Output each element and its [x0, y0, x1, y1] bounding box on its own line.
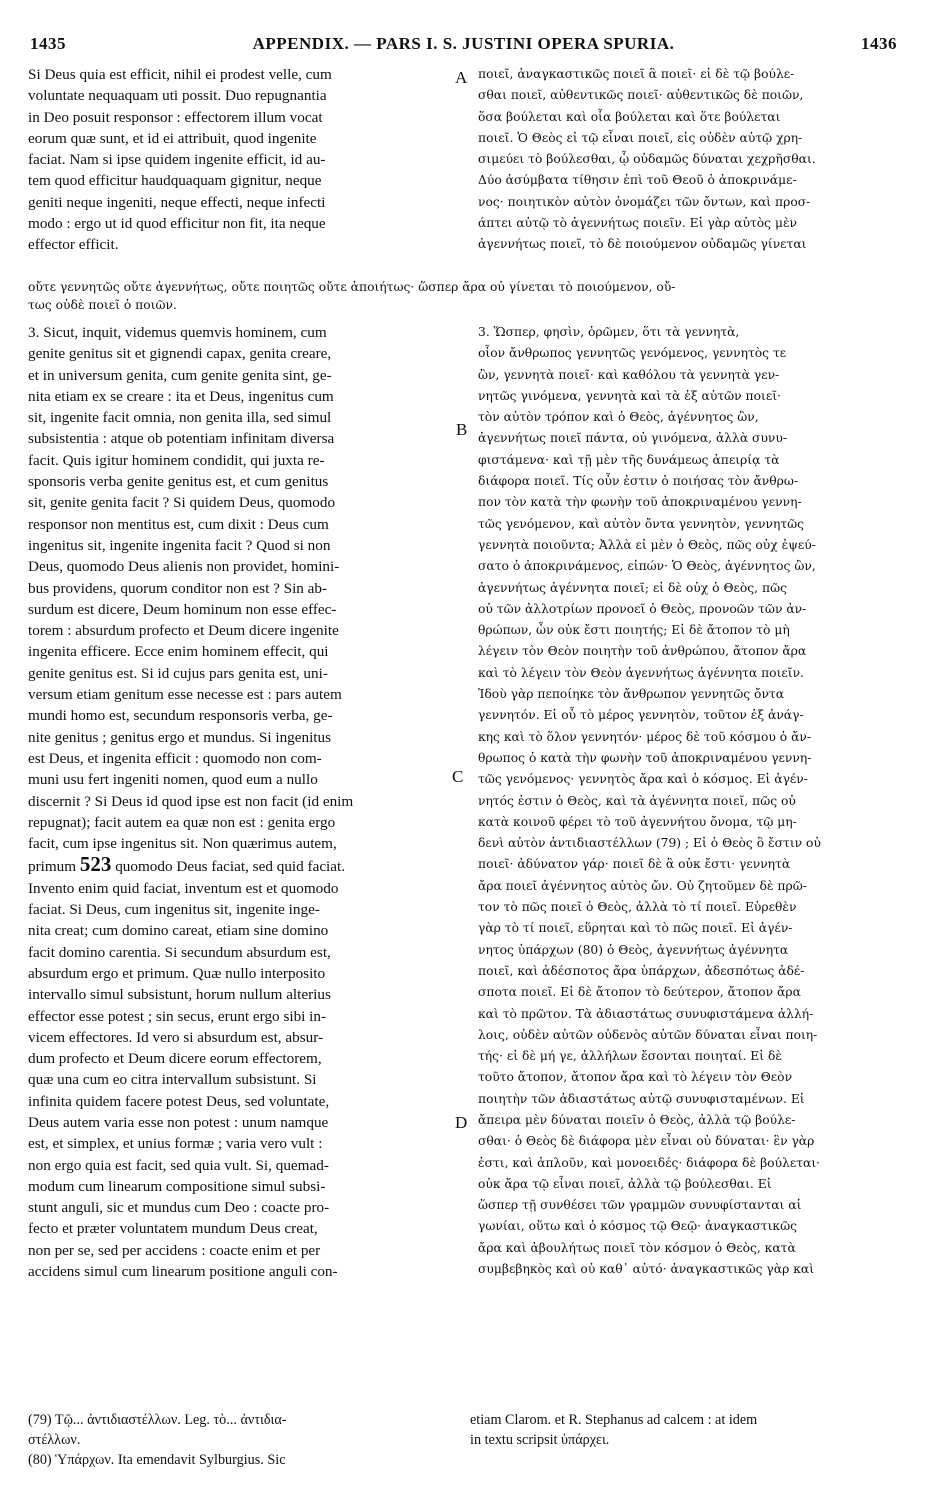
greek-text-line: τὸν αὐτὸν τρόπον καὶ ὁ Θεὸς, ἀγέννητος ὢν, [478, 410, 759, 425]
latin-text-line: vicem effectores. Id vero si absurdum est, absur- [28, 1028, 324, 1046]
latin-text-line: versum etiam genitum esse necesse est : pars autem [28, 686, 342, 704]
greek-text-line: πον τὸν κατὰ τὴν φωνὴν τοῦ ἀποκριναμένου γεννη- [478, 495, 802, 510]
greek-column-top [478, 64, 894, 256]
latin-text-line: intervallo simul subsistunt, horum nullum alterius [28, 986, 331, 1004]
greek-text-line: ποιεῖ. Ὁ Θεὸς εἰ τῷ εἶναι ποιεῖ, εἰς οὐδὲν αὐτῷ χρη- [478, 130, 803, 145]
latin-column [28, 322, 446, 1282]
margin-mark-a: A [455, 68, 468, 87]
latin-text-line: torem : absurdum profecto et Deum dicere ingenite [28, 622, 339, 640]
greek-text-line: Ἰδοὺ γὰρ πεποίηκε τὸν ἄνθρωπον γεννητῶς ὄντα [478, 687, 785, 702]
latin-text-line: faciat. Si Deus, cum ingenitus sit, ingenite inge- [28, 901, 320, 919]
latin-text-line: facit domino carentia. Si secundum absurdum est, [28, 943, 331, 961]
greek-text-line: ἄρα ποιεῖ ἀγέννητος αὐτὸς ὤν. Οὐ ζητοῦμεν δὲ πρῶ- [478, 878, 807, 893]
page-number-left: 1435 [30, 34, 66, 53]
greek-text-line: καὶ τὸ λέγειν τὸν Θεὸν ἀγεννήτως ἀγέννητα ποιεῖν. [478, 665, 804, 680]
footnote-line: in textu scripsit ὑπάρχει. [470, 1432, 610, 1448]
latin-text-line: faciat. Nam si ipse quidem ingenite efficit, id au- [28, 151, 326, 169]
greek-text-line: 3. Ὥσπερ, φησὶν, ὁρῶμεν, ὅτι τὰ γεννητὰ, [478, 325, 740, 339]
latin-text-line: ingenitus sit, ingenite ingenita facit ? Quod si non [28, 536, 331, 554]
latin-text-line: nita etiam ex se creare : ita et Deus, ingenitus cum [28, 387, 334, 405]
latin-text-line: ingenita efficere. Ecce enim hominem effecit, qui [28, 643, 329, 661]
greek-text-line: τῶς γενόμενος· γεννητὸς ἄρα καὶ ὁ κόσμος. Εἰ ἀγέν- [478, 772, 808, 787]
greek-text-line: γωνίαι, οὕτω καὶ ὁ κόσμος τῷ Θεῷ· ἀναγκαστικῶς [478, 1219, 798, 1234]
greek-text-line: τῶς γενόμενον, καὶ αὐτὸν ὄντα γεννητὸν, γεννητῶς [478, 516, 805, 531]
greek-text-line: ποιεῖ, καὶ ἀδέσποτος ἄρα ὑπάρχων, ἀδεσπότως ἀδέ- [478, 963, 805, 978]
greek-text-line: λοις, οὐδὲν αὐτῶν οὐδενὸς αὐτῶν δύναται εἶναι ποιη- [478, 1027, 818, 1042]
greek-text-line: κατὰ κοινοῦ φέρει τὸ τοῦ ἀγεννήτου ὄνομα, τῷ μη- [478, 814, 797, 829]
footnotes-right [470, 1410, 894, 1450]
latin-text-line: tem quod efficitur haudquaquam gignitur, neque [28, 172, 322, 190]
greek-text-line: ἐστι, καὶ ἁπλοῦν, καὶ μονοειδές· διάφορα δὲ βούλεται· [478, 1155, 821, 1170]
greek-text-line: καὶ τὸ πρῶτον. Τὰ ἀδιαστάτως συνυφιστάμενα ἀλλή- [478, 1006, 814, 1021]
latin-text-line: eorum quæ sunt, et id ei attribuit, quod ingenite [28, 129, 317, 147]
latin-text-line: subsistentia : atque ob potentiam infinitam diversa [28, 430, 335, 448]
latin-text-line: mundi homo est, secundum responsoris verba, ge- [28, 707, 333, 725]
greek-text-line: γὰρ τὸ τί ποιεῖ, εὕρηται καὶ τὸ πῶς ποιεῖ. Εἰ ἀγέν- [478, 921, 793, 936]
greek-text-line: ποιεῖ, ἀναγκαστικῶς ποιεῖ ἃ ποιεῖ· εἰ δὲ τῷ βούλε- [478, 67, 795, 81]
greek-text-line: άπτει αὐτῷ τὸ ἀγεννήτως ποιεῖν. Εἰ γὰρ αὐτὸς μὲν [478, 216, 798, 231]
latin-text-line: nita creat; cum domino careat, etiam sine domino [28, 922, 329, 940]
greek-text-line: ὥσπερ τῇ συνθέσει τῶν γραμμῶν συνυφίστανται αἱ [478, 1198, 802, 1213]
footnote-line: etiam Clarom. et R. Stephanus ad calcem : at idem [470, 1412, 758, 1428]
greek-column [478, 322, 894, 1280]
page-number-right: 1436 [861, 34, 897, 53]
greek-spanning-line: οὔτε γεννητῶς οὔτε ἀγεννήτως, οὔτε ποιητῶς οὔτε ἀποιήτως· ὥσπερ ἄρα οὐ γίνεται τὸ ποιούμενον, οὔ- [28, 280, 676, 294]
page-header [30, 34, 897, 60]
greek-text-line: νος· ποιητικὸν αὐτὸν ὀνομάζει τῶν ὄντων, καὶ προσ- [478, 194, 811, 209]
latin-text-line: nite genitus ; genitus ergo et mundus. Si ingenitus [28, 728, 332, 746]
latin-text-line: genite genitus est. Si id cujus pars genita est, uni- [28, 664, 328, 682]
greek-text-line: νητός ἐστιν ὁ Θεὸς, καὶ τὰ ἀγέννητα ποιεῖ, πῶς οὐ [478, 793, 796, 808]
latin-text-line: 3. Sicut, inquit, videmus quemvis hominem, cum [28, 324, 327, 341]
footnote-line: (80) Ὑπάρχων. Ita emendavit Sylburgius. Sic [28, 1452, 286, 1468]
latin-text-line: modum cum linearum compositione simul subsi- [28, 1177, 326, 1195]
latin-text-line: effector efficit. [28, 236, 119, 254]
latin-text-line: discernit ? Si Deus id quod ipse est non facit (id enim [28, 792, 354, 810]
greek-text-line: σθαι· ὁ Θεὸς δὲ διάφορα μὲν εἶναι οὐ δύναται· ἓν γὰρ [478, 1134, 815, 1149]
greek-text-line: θρώπων, ὧν οὐκ ἔστι ποιητής; Εἰ δὲ ἄτοπον τὸ μὴ [478, 623, 790, 638]
greek-text-line: σθαι ποιεῖ, αὐθεντικῶς ποιεῖ· αὐθεντικῶς δὲ ποιῶν, [478, 88, 804, 103]
latin-text-line: est, et simplex, et unius formæ ; varia vero vult : [28, 1135, 323, 1153]
greek-text-line: ποιητὴν τῶν ἀδιαστάτως αὐτῷ συνυφισταμένων. Εἰ [478, 1091, 805, 1106]
margin-mark-c: C [452, 767, 464, 786]
footnote-line: (79) Τῷ... ἀντιδιαστέλλων. Leg. τὸ... ἀντιδια- [28, 1412, 287, 1428]
latin-text-line: facit, cum ipse ingenitus sit. Non quærimus autem, [28, 835, 337, 853]
greek-text-line: ὅσα βούλεται καὶ οἷα βούλεται καὶ ὅτε βούλεται [478, 109, 781, 124]
greek-text-line: τής· εἰ δὲ μή γε, ἀλλήλων ἔσονται ποιηταί. Εἰ δὲ [478, 1049, 782, 1064]
latin-text-line: absurdum ergo et primum. Quæ nullo interposito [28, 964, 326, 982]
latin-text-line: modo : ergo ut id quod efficitur non fit, ita neque [28, 215, 326, 233]
footnotes-left [28, 1410, 446, 1470]
greek-text-line: ποιεῖ· ἀδύνατον γάρ· ποιεῖ δὲ ἃ οὐκ ἔστι· γεννητὰ [478, 857, 791, 872]
migne-column-number: 523 [79, 854, 112, 877]
latin-text-line: genite genitus sit et gignendi capax, genita creare, [28, 345, 332, 363]
greek-text-line: ἄπειρα μὲν δύναται ποιεῖν ὁ Θεὸς, ἀλλὰ τῷ βούλε- [478, 1112, 796, 1127]
latin-text-line: facit. Quis igitur hominem condidit, qui juxta re- [28, 451, 325, 469]
greek-text-line: σιμεύει τὸ βούλεσθαι, ᾧ οὐδαμῶς δύναται χεχρῆσθαι. [478, 152, 816, 167]
greek-text-line: συμβεβηκὸς καὶ οὐ καθ᾽ αὐτό· ἀναγκαστικῶς γὰρ καὶ [478, 1262, 815, 1277]
latin-text-line: quæ una cum eo citra intervallum subsistunt. Si [28, 1071, 317, 1089]
latin-text-line: primum 523 quomodo Deus faciat, sed quid faciat. [28, 854, 346, 877]
greek-text-line: ἀγεννήτως ποιεῖ, τὸ δὲ ποιούμενον οὐδαμῶς γίνεται [478, 237, 807, 252]
footnote-line: στέλλων. [28, 1432, 81, 1448]
latin-text-line: Deus autem varia esse non potest : unum namque [28, 1113, 329, 1131]
latin-column-top [28, 64, 446, 256]
latin-text-line: in Deo posuit responsor : effectorem illum vocat [28, 108, 323, 126]
latin-text-line: fecto et præter voluntatem mundum Deus creat, [28, 1220, 318, 1238]
greek-text-line: οὐ τῶν ἀλλοτρίων προνοεῖ ὁ Θεὸς, προνοῶν τῶν ἀν- [478, 601, 807, 616]
greek-text-line: οἷον ἄνθρωπος γεννητῶς γενόμενος, γεννητὸς τε [478, 346, 787, 361]
latin-text-line: est Deus, et ingenita efficit : quomodo non com- [28, 749, 322, 767]
greek-text-line: νητος ὑπάρχων (80) ὁ Θεὸς, ἀγεννήτως ἀγέννητα [478, 942, 789, 957]
latin-text-line: accidens simul cum linearum positione anguli con- [28, 1263, 338, 1281]
greek-spanning-line-end: τως οὐδὲ ποιεῖ ὁ ποιῶν. [28, 298, 177, 312]
greek-text-line: τοῦτο ἄτοπον, ἄτοπον ἄρα καὶ τὸ λέγειν τὸν Θεὸν [478, 1070, 793, 1085]
greek-text-line: φιστάμενα· καὶ τῇ μὲν τῆς δυνάμεως ἀπειρίᾳ τὰ [478, 452, 780, 467]
latin-text-line: geniti neque ingeniti, neque effecti, neque infecti [28, 193, 326, 211]
latin-text-line: et in universum genita, cum genite genita sint, ge- [28, 366, 332, 384]
latin-text-line: repugnat); facit autem ea quæ non est : genita ergo [28, 813, 336, 831]
greek-text-line: γεννητὰ ποιοῦντα; Ἀλλὰ εἰ μὲν ὁ Θεὸς, πῶς οὐχ ἐψεύ- [478, 537, 816, 552]
greek-text-line: ἄρα καὶ ἀβουλήτως ποιεῖ τὸν κόσμον ὁ Θεὸς, κατὰ [478, 1240, 796, 1255]
running-title: APPENDIX. — PARS I. S. JUSTINI OPERA SPURIA. [252, 34, 675, 53]
greek-text-line: Δύο ἀσύμβατα τίθησιν ἐπὶ τοῦ Θεοῦ ὁ ἀποκρινάμε- [478, 173, 797, 188]
latin-text-line: Deus, quomodo Deus alienis non providet, homini- [28, 558, 340, 576]
latin-text-line: sponsoris verba genite genitus est, et cum genitus [28, 473, 329, 491]
latin-text-line: surdum est dicere, Deum hominum non esse effec- [28, 600, 337, 618]
greek-text-line: οὐκ ἄρα τῷ εἶναι ποιεῖ, ἀλλὰ τῷ βούλεσθαι. Εἰ [478, 1176, 772, 1191]
greek-text-line: διάφορα ποιεῖ. Τίς οὖν ἐστιν ὁ ποιήσας τὸν ἄνθρω- [478, 474, 799, 489]
latin-text-line: voluntate nequaquam uti possit. Duo repugnantia [28, 87, 327, 105]
latin-text-line: infinita quidem facere potest Deus, sed voluntate, [28, 1092, 330, 1110]
latin-text-line: Si Deus quia est efficit, nihil ei prodest velle, cum [28, 66, 332, 83]
greek-text-line: σποτα ποιεῖ. Εἰ δὲ ἄτοπον τὸ δεύτερον, ἄτοπον ἄρα [478, 985, 801, 1000]
latin-text-line: non ergo quia est facit, sed quia vult. Si, quemad- [28, 1156, 329, 1174]
latin-text-line: sit, genite genita facit ? Si quidem Deus, quomodo [28, 494, 336, 512]
latin-text-line: dum profecto et Deum dicere eorum effectorem, [28, 1050, 322, 1068]
greek-text-line: τον τὸ πῶς ποιεῖ ὁ Θεὸς, ἀλλὰ τὸ τί ποιεῖ. Εὑρεθὲν [478, 900, 797, 915]
greek-text-line: νητῶς γινόμενα, γεννητὰ καὶ τὰ ἐξ αὐτῶν ποιεῖ· [478, 388, 781, 403]
greek-text-line: ἀγεννήτως ποιεῖ πάντα, οὐ γινόμενα, ἀλλὰ συνυ- [478, 431, 788, 446]
latin-text-line: Invento enim quid faciat, inventum est et quomodo [28, 879, 339, 897]
greek-text-line: λέγειν τὸν Θεὸν ποιητὴν τοῦ ἀνθρώπου, ἄτοπον ἄρα [478, 644, 807, 659]
greek-text-line: θρωπος ὁ κατὰ τὴν φωνὴν τοῦ ἀποκριναμένου γεννη- [478, 750, 812, 765]
greek-text-line: κης καὶ τὸ ὅλον γεννητόν· μέρος δὲ τοῦ κόσμου ὁ ἄν- [478, 729, 812, 744]
greek-text-line: δενὶ αὐτὸν ἀντιδιαστέλλων (79) ; Εἰ ὁ Θεὸς ὃ ἔστιν οὐ [478, 836, 821, 851]
greek-text-line: γεννητόν. Εἰ οὗ τὸ μέρος γεννητὸν, τοῦτον ἐξ ἀνάγ- [478, 708, 804, 723]
latin-text-line: sit, ingenite facit omnia, non genita illa, sed simul [28, 409, 332, 427]
latin-text-line: responsor non mentitus est, cum dixit : Deus cum [28, 515, 329, 533]
latin-text-line: stunt anguli, sic et mundus cum Deo : coacte pro- [28, 1199, 330, 1217]
latin-text-line: bus providens, quorum conditor non est ? Sin ab- [28, 579, 328, 597]
margin-mark-d: D [455, 1113, 468, 1132]
latin-text-line: effector esse potest ; sin secus, erunt ergo sibi in- [28, 1007, 327, 1025]
margin-mark-b: B [456, 420, 468, 439]
greek-text-line: ἀγεννήτως ἀγέννητα ποιεῖ; εἰ δὲ οὐχ ὁ Θεὸς, πῶς [478, 580, 787, 595]
latin-text-line: muni usu fert ingeniti nomen, quod eum a nullo [28, 771, 318, 789]
greek-text-line: σατο ὁ ἀποκρινάμενος, εἰπών· Ὁ Θεὸς, ἀγέννητος ὢν, [478, 559, 816, 574]
greek-text-line: ὢν, γεννητὰ ποιεῖ· καὶ καθόλου τὰ γεννητὰ γεν- [478, 367, 780, 382]
latin-text-line: non per se, sed per accidens : coacte enim et per [28, 1241, 321, 1259]
